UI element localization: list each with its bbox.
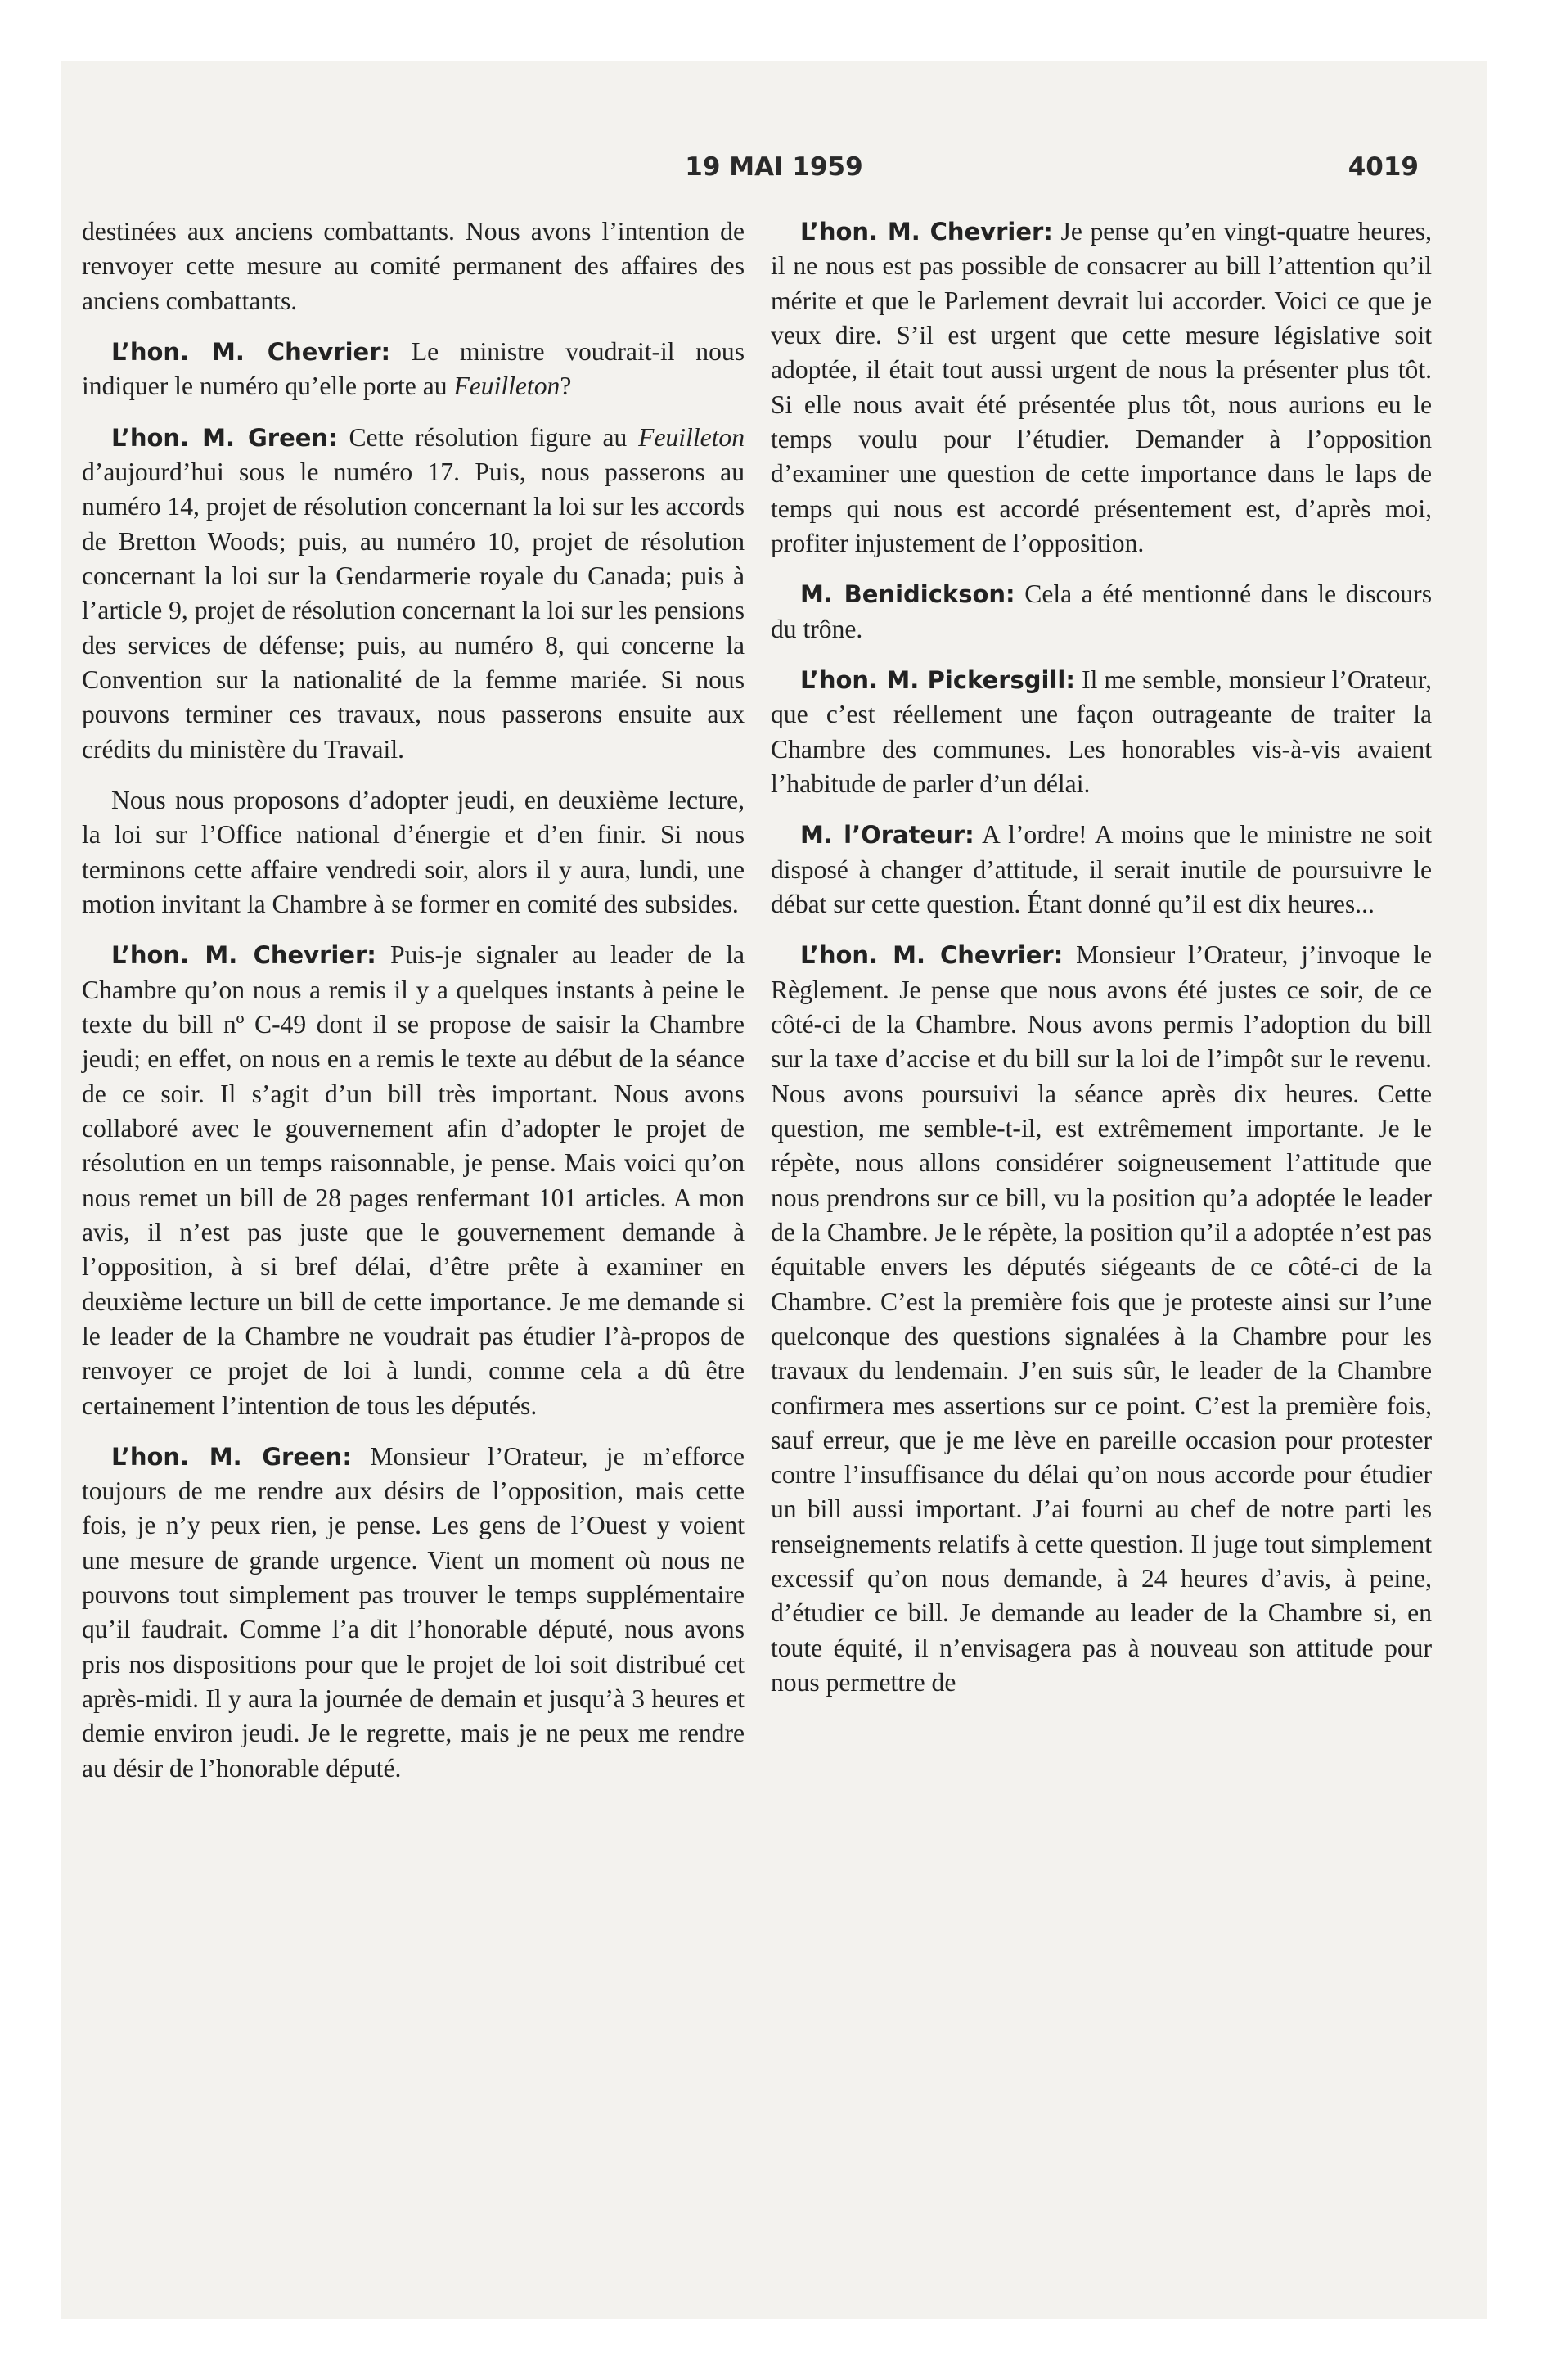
italic-term: Feuilleton (453, 372, 560, 401)
speaker-name: L’hon. M. Chevrier: (800, 941, 1064, 970)
hansard-page (61, 61, 1487, 2319)
speaker-name: L’hon. M. Chevrier: (111, 941, 376, 970)
right-column (771, 214, 1432, 1716)
speech-text: Il me semble, monsieur l’Orateur, que c’est réellement une façon outrageante de traiter la Chambre des communes. Les honorables vis-à-vis avaient l’habitude de parler d’un délai. (771, 665, 1432, 798)
speech-text: Cette résolution figure au (337, 422, 639, 452)
speech-paragraph (82, 1440, 745, 1786)
speaker-name: M. Benidickson: (800, 580, 1015, 609)
speech-paragraph (771, 663, 1432, 801)
speech-text: A l’ordre! A moins que le ministre ne soit disposé à changer d’attitude, il serait inutile de poursuivre le débat sur cette question. Étant donné qu’il est dix heures... (771, 820, 1432, 918)
page-number: 4019 (1348, 152, 1419, 182)
speech-paragraph (82, 335, 745, 404)
speech-paragraph (771, 938, 1432, 1700)
speaker-name: M. l’Orateur: (800, 821, 974, 850)
speech-text: Monsieur l’Orateur, j’invoque le Règlement. Je pense que nous avons été justes ce soir, de ce côté-ci de la Chambre. Nous avons permis l’adoption du bill sur la taxe d’accise et du bill sur la loi de l’impôt sur le revenu. Nous avons poursuivi la séance après dix heures. Cette question, me semble-t-il, est extrêmement importante. Je le répète, nous allons considérer soigneusement l’attitude que nous prendrons sur ce bill, vu la position qu’a adoptée le leader de la Chambre. Je le répète, la position qu’il a adoptée n’est pas équitable envers les députés siégeants de ce côté-ci de la Chambre. C’est la première fois que je proteste ainsi sur l’une quelconque des questions signalées à la Chambre pour les travaux du lendemain. J’en suis sûr, le leader de la Chambre confirmera mes assertions sur ce point. C’est la première fois, sauf erreur, que je me lève en pareille occasion pour protester contre l’insuffisance du délai qu’on nous accorde pour étudier un bill aussi important. J’ai fourni au chef de notre parti les renseignements relatifs à cette question. Il juge tout simplement excessif qu’on nous demande, à 24 heures d’avis, à peine, d’étudier ce bill. Je demande au leader de la Chambre si, en toute équité, il n’envisagera pas à nouveau son attitude pour nous permettre de (771, 940, 1432, 1697)
speaker-name: L’hon. M. Green: (111, 1442, 352, 1471)
paragraph (82, 214, 745, 318)
speech-text: Le ministre voudrait-il nous indiquer le numéro qu’elle porte au (82, 336, 745, 401)
paragraph (82, 783, 745, 922)
speaker-name: L’hon. M. Pickersgill: (800, 665, 1075, 694)
speech-paragraph (82, 421, 745, 767)
speaker-name: L’hon. M. Chevrier: (111, 337, 391, 366)
speech-text: ? (560, 372, 572, 401)
speech-text: Puis-je signaler au leader de la Chambre qu’on nous a remis il y a quelques instants à peine le texte du bill nº C-49 dont il se propose de saisir la Chambre jeudi; en effet, on nous en a remis le texte au début de la séance de ce soir. Il s’agit d’un bill très important. Nous avons collaboré avec le gouvernement afin d’adopter le projet de résolution en un temps raisonnable, je pense. Mais voici qu’on nous remet un bill de 28 pages renfermant 101 articles. A mon avis, il n’est pas juste que le gouvernement demande à l’opposition, à si bref délai, d’être prête à examiner en deuxième lecture un bill de cette importance. Je me demande si le leader de la Chambre ne voudrait pas étudier l’à-propos de renvoyer ce projet de loi à lundi, comme cela a dû être certainement l’intention de tous les députés. (82, 940, 745, 1420)
left-column (82, 214, 745, 1802)
page-date: 19 MAI 1959 (685, 152, 863, 182)
paragraph-text: Nous nous proposons d’adopter jeudi, en deuxième lecture, la loi sur l’Office national d’énergie et d’en finir. Si nous terminons cette affaire vendredi soir, alors il y aura, lundi, une motion invitant la Chambre à se former en comité des subsides. (82, 785, 745, 918)
paragraph-text: destinées aux anciens combattants. Nous avons l’intention de renvoyer cette mesure au comité permanent des affaires des anciens combattants. (82, 217, 745, 315)
speech-paragraph (82, 938, 745, 1423)
speaker-name: L’hon. M. Chevrier: (800, 218, 1053, 246)
speaker-name: L’hon. M. Green: (111, 423, 338, 452)
speech-paragraph (771, 214, 1432, 561)
speech-text: Cela a été mentionné dans le discours du trône. (771, 579, 1432, 643)
speech-text: Monsieur l’Orateur, je m’efforce toujours de me rendre aux désirs de l’opposition, mais cette fois, je n’y peux rien, je pense. Les gens de l’Ouest y voient une mesure de grande urgence. Vient un moment où nous ne pouvons tout simplement pas trouver le temps supplémentaire qu’il faudrait. Comme l’a dit l’honorable député, nous avons pris nos dispositions pour que le projet de loi soit distribué cet après-midi. Il y aura la journée de demain et jusqu’à 3 heures et demie environ jeudi. Je le regrette, mais je ne peux me rendre au désir de l’honorable député. (82, 1441, 745, 1783)
speech-text: Je pense qu’en vingt-quatre heures, il ne nous est pas possible de consacrer au bill l’attention qu’il mérite et que le Parlement devrait lui accorder. Voici ce que je veux dire. S’il est urgent que cette mesure législative soit adoptée, il était tout aussi urgent de nous la présenter plus tôt. Si elle nous avait été présentée plus tôt, nous aurions eu le temps voulu pour l’étudier. Demander à l’opposition d’examiner une question de cette importance dans le laps de temps qui nous est accordé présentement est, d’après moi, profiter injustement de l’opposition. (771, 217, 1432, 557)
speech-text: d’aujourd’hui sous le numéro 17. Puis, nous passerons au numéro 14, projet de résolution concernant la loi sur les accords de Bretton Woods; puis, au numéro 10, projet de résolution concernant la loi sur la Gendarmerie royale du Canada; puis à l’article 9, projet de résolution concernant la loi sur les pensions des services de défense; puis, au numéro 8, qui concerne la Convention sur la nationalité de la femme mariée. Si nous pouvons terminer ces travaux, nous passerons ensuite aux crédits du ministère du Travail. (82, 457, 745, 764)
speech-paragraph (771, 818, 1432, 922)
page-header (61, 152, 1487, 193)
speech-paragraph (771, 577, 1432, 647)
italic-term: Feuilleton (638, 422, 745, 452)
